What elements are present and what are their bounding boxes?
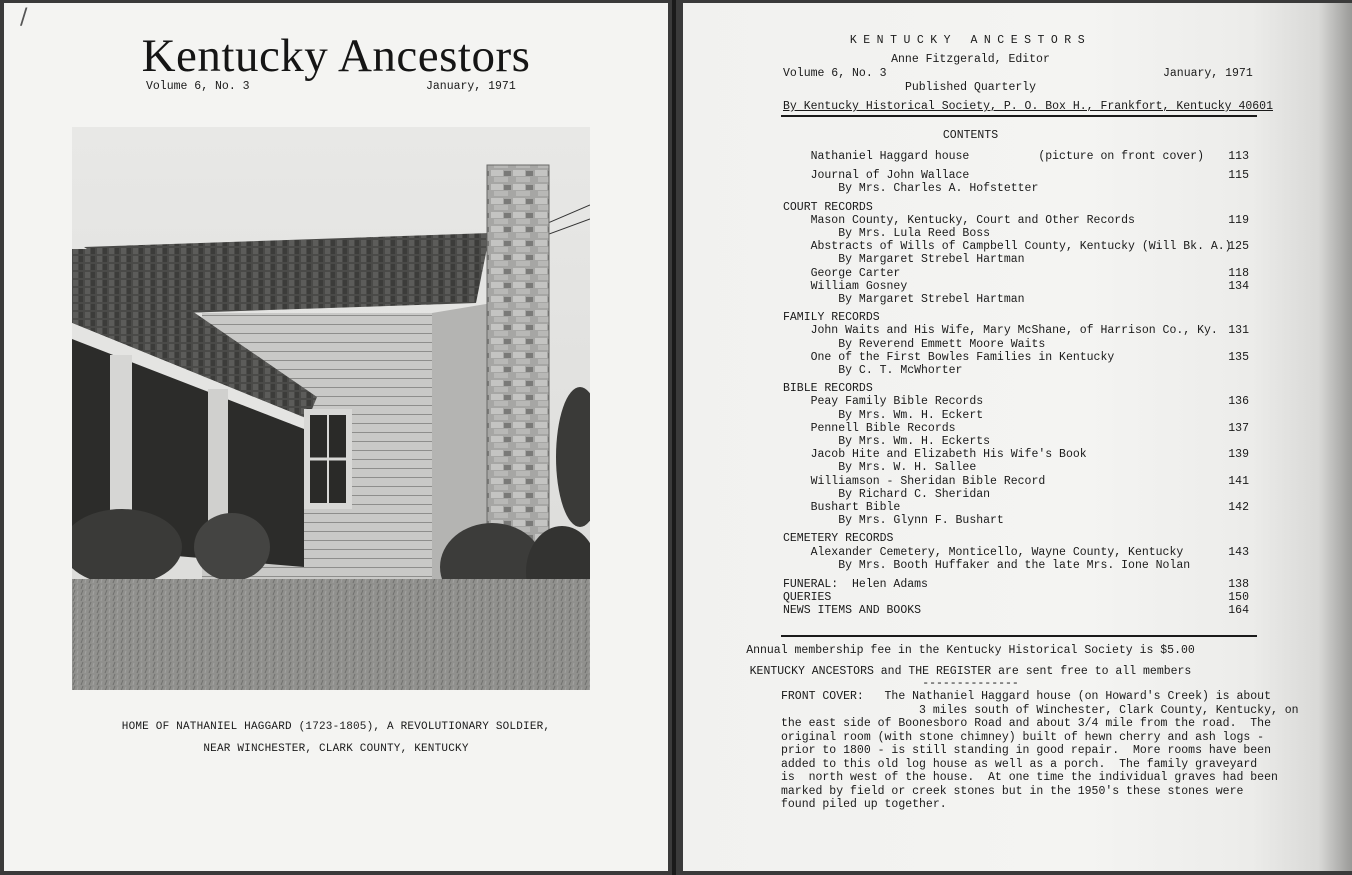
toc-page-number: 115 (1228, 169, 1249, 183)
toc-entry: By Mrs. Wm. H. Eckert (783, 408, 984, 422)
toc-page-number: 142 (1228, 501, 1249, 514)
masthead-rule (781, 115, 1257, 117)
masthead-date: January, 1971 (1163, 67, 1253, 80)
contents-heading: CONTENTS (942, 129, 999, 142)
toc-entry: FAMILY RECORDS (783, 311, 880, 325)
front-cover-note-line: is north west of the house. At one time the individual graves had been (781, 771, 1278, 784)
cover-page (4, 3, 668, 871)
toc-page-number: 141 (1228, 474, 1249, 488)
toc-page-number: 143 (1228, 545, 1249, 559)
membership-free: KENTUCKY ANCESTORS and THE REGISTER are sent free to all members (749, 665, 1192, 678)
front-cover-note-line: found piled up together. (781, 798, 947, 811)
toc-page-number: 125 (1228, 240, 1249, 254)
toc-entry: William Gosney (783, 279, 908, 293)
toc-entry: Jacob Hite and Elizabeth His Wife's Book (783, 448, 1087, 462)
toc-page-number: 137 (1228, 421, 1249, 435)
toc-entry: John Waits and His Wife, Mary McShane, of Harrison Co., Ky. (783, 324, 1218, 338)
masthead-title: KENTUCKY ANCESTORS (849, 34, 1092, 47)
toc-entry: Pennell Bible Records (783, 421, 956, 435)
toc-entry: By Mrs. Lula Reed Boss (783, 227, 991, 240)
front-cover-note-line: 3 miles south of Winchester, Clark County, Kentucky, on (781, 703, 1299, 717)
toc-entry: Williamson - Sheridan Bible Record (783, 474, 1046, 488)
toc-entry: BIBLE RECORDS (783, 382, 873, 396)
front-cover-note-line: marked by field or creek stones but in the 1950's these stones were (781, 784, 1244, 798)
toc-entry: By Reverend Emmett Moore Waits (783, 337, 1046, 351)
toc-page-number: 118 (1228, 266, 1249, 280)
pencil-mark-icon: / (20, 5, 28, 30)
membership-fee: Annual membership fee in the Kentucky Historical Society is $5.00 (746, 644, 1195, 657)
contents-bottom-rule (781, 635, 1257, 637)
toc-entry: CEMETERY RECORDS (783, 532, 894, 546)
toc-entry: By C. T. McWhorter (783, 364, 963, 377)
toc-page-number: 135 (1228, 350, 1249, 364)
toc-entry: George Carter (783, 266, 901, 280)
toc-page-number: 136 (1228, 395, 1249, 409)
toc-entry: QUERIES (783, 591, 832, 605)
toc-entry: By Mrs. Glynn F. Bushart (783, 514, 1004, 528)
toc-entry: Alexander Cemetery, Monticello, Wayne County, Kentucky (783, 545, 1184, 559)
toc-page-number: 113 (1228, 150, 1249, 163)
toc-page-number: 164 (1228, 604, 1249, 618)
toc-page-number: 138 (1228, 578, 1249, 591)
cover-caption-line2: NEAR WINCHESTER, CLARK COUNTY, KENTUCKY (203, 743, 469, 755)
toc-page-number: 131 (1228, 324, 1249, 338)
front-cover-note-line: FRONT COVER: The Nathaniel Haggard house (on Howard's Creek) is about (781, 690, 1271, 703)
cover-caption-line1: HOME OF NATHANIEL HAGGARD (1723-1805), A REVOLUTIONARY SOLDIER, (121, 721, 551, 733)
cover-volume: Volume 6, No. 3 (146, 80, 250, 93)
front-cover-note-line: the east side of Boonesboro Road and about 3/4 mile from the road. The (781, 717, 1271, 730)
toc-entry: By Margaret Strebel Hartman (783, 293, 1025, 306)
front-cover-note-line: added to this old log house as well as a porch. The family graveyard (781, 757, 1258, 771)
toc-entry: One of the First Bowles Families in Kentucky (783, 350, 1115, 364)
toc-entry: COURT RECORDS (783, 200, 873, 214)
cover-title: Kentucky Ancestors (141, 30, 531, 82)
membership-separator: -------------- (922, 677, 1019, 690)
toc-page-number: 119 (1228, 213, 1249, 227)
toc-entry: By Mrs. W. H. Sallee (783, 461, 977, 475)
toc-entry: By Richard C. Sheridan (783, 487, 991, 501)
masthead-frequency: Published Quarterly (904, 81, 1037, 94)
masthead-volume: Volume 6, No. 3 (783, 67, 887, 80)
toc-page-number: 150 (1228, 591, 1249, 605)
toc-entry: NEWS ITEMS AND BOOKS (783, 604, 922, 618)
toc-entry: Abstracts of Wills of Campbell County, Kentucky (Will Bk. A.) (783, 240, 1232, 254)
toc-entry: By Mrs. Booth Huffaker and the late Mrs. Ione Nolan (783, 558, 1191, 572)
toc-page-number: 134 (1228, 279, 1249, 293)
cover-date: January, 1971 (426, 80, 516, 93)
masthead-publisher: By Kentucky Historical Society, P. O. Box H., Frankfort, Kentucky 40601 (783, 100, 1273, 113)
contents-page (683, 3, 1352, 871)
toc-entry: Bushart Bible (783, 501, 901, 514)
page-divider (672, 0, 676, 875)
toc-page-number: 139 (1228, 448, 1249, 462)
toc-entry: Nathaniel Haggard house (picture on front cover) (783, 150, 1204, 163)
toc-entry: FUNERAL: Helen Adams (783, 578, 928, 591)
front-cover-note-line: original room (with stone chimney) built of hewn cherry and ash logs - (781, 730, 1265, 744)
front-cover-note-line: prior to 1800 - is still standing in good repair. More rooms have been (781, 744, 1271, 757)
masthead-editor: Anne Fitzgerald, Editor (891, 53, 1050, 66)
toc-entry: Peay Family Bible Records (783, 395, 984, 409)
toc-entry: By Mrs. Charles A. Hofstetter (783, 182, 1039, 196)
toc-entry: Mason County, Kentucky, Court and Other Records (783, 213, 1135, 227)
house-photo (72, 127, 590, 690)
toc-entry: By Margaret Strebel Hartman (783, 253, 1025, 267)
toc-entry: Journal of John Wallace (783, 169, 970, 183)
toc-entry: By Mrs. Wm. H. Eckerts (783, 435, 991, 448)
house-illustration (72, 127, 590, 690)
